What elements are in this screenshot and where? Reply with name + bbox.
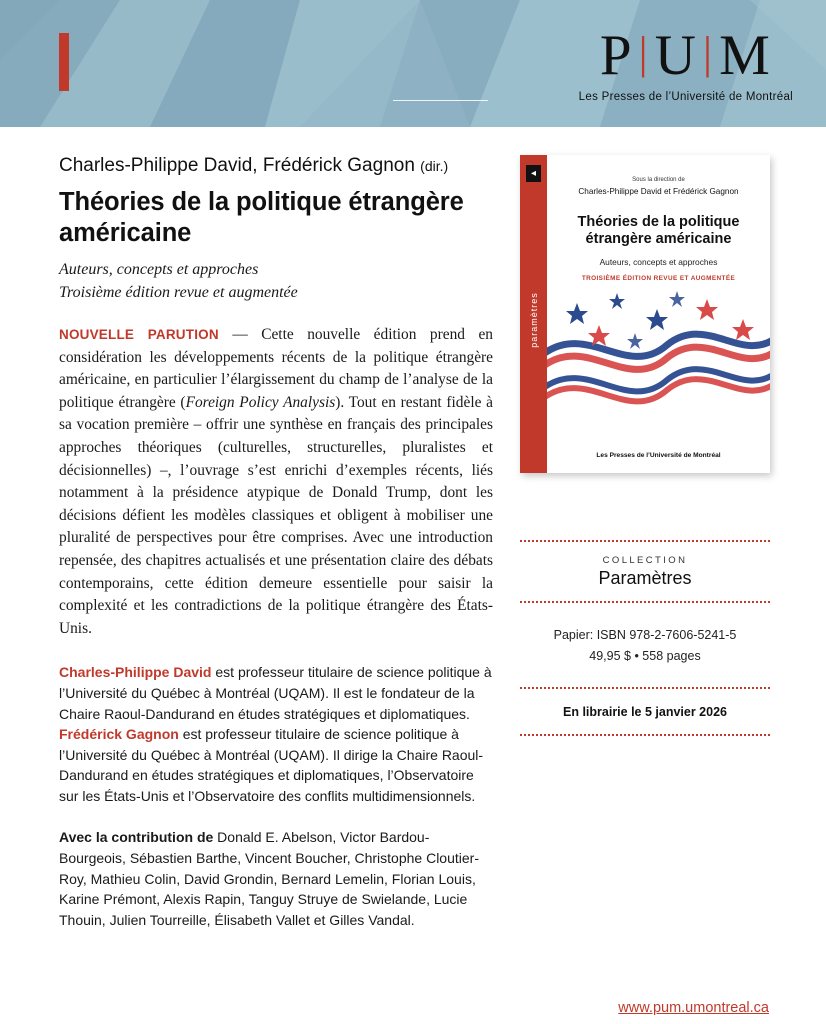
sidebar-column xyxy=(520,155,770,736)
cover-edition-tag: TROISIÈME ÉDITION REVUE ET AUGMENTÉE xyxy=(581,275,736,282)
collection-name: Paramètres xyxy=(598,568,692,588)
blurb-italic-term: Foreign Policy Analysis xyxy=(185,393,336,411)
bio-name-2: Frédérick Gagnon xyxy=(59,726,179,743)
pum-logo xyxy=(578,24,793,103)
logo-letter-m: M xyxy=(719,24,772,87)
book-edition: Troisième édition revue et augmentée xyxy=(59,284,298,301)
book-authors-role: (dir.) xyxy=(420,158,449,174)
cover-publisher: Les Presses de l’Université de Montréal xyxy=(596,452,721,459)
release-date: En librairie le 5 janvier 2026 xyxy=(563,705,727,719)
contributors xyxy=(59,827,493,930)
header-accent-bar xyxy=(59,33,69,91)
bio-text-1: est professeur titulaire de science politique à l’Université du Québec à Montréal (UQAM). Il est le fondateur de la Chaire Raoul-Dandurand en études stratégiques et diplomatiques. xyxy=(59,664,492,722)
book-subtitle: Auteurs, concepts et approches xyxy=(59,261,259,278)
logo-letter-u: U xyxy=(654,24,698,87)
logo-separator-1: | xyxy=(638,27,650,78)
cover-direction-label: Sous la direction de xyxy=(632,177,685,183)
cover-authors: Charles-Philippe David et Frédérick Gagnon xyxy=(578,187,739,196)
logo-letter-p: P xyxy=(599,24,634,87)
cover-artwork xyxy=(547,285,770,425)
blurb-part-1: — Cette nouvelle édition prend en considération les développements récents de la politique étrangère américaine, en particulier l’élargissement du champ de l’analyse de la politique étrangère ( xyxy=(59,326,494,411)
book-cover-image xyxy=(520,155,770,473)
logo-subtitle: Les Presses de l’Université de Montréal xyxy=(578,91,793,103)
flag-icon: ◂ xyxy=(526,165,541,182)
logo-separator-2: | xyxy=(702,27,715,78)
bio-name-1: Charles-Philippe David xyxy=(59,664,212,681)
cover-spine xyxy=(520,155,547,473)
blurb-part-2: ). Tout en restant fidèle à sa vocation première – offrir une synthèse en français des principales approches théoriques (culturelles, structurelles, pluralistes et décisionnelles) –, l’ouvrage s’est enrichi d’exemples récents, liés notamment à la présidence atypique de Donald Trump, dont les décisions défient les modèles classiques et obligent à mobiliser une pluralité de perspectives pour être comprises. Avec une introduction repensée, des chapitres actualisés et une présentation claire des débats contemporains, cette édition demeure essentielle pour saisir la complexité et les contradictions de la politique étrangère des États-Unis. xyxy=(59,393,494,637)
contributors-names: Donald E. Abelson, Victor Bardou-Bourgeois, Sébastien Barthe, Vincent Boucher, Christophe Cloutier-Roy, Mathieu Colin, David Grondin, Bernard Lemelin, Florian Louis, Karine Prémont, Alexis Rapin, Tanguy Struye de Swielande, Lucie Thouin, Julien Tourreille, Élisabeth Vallet et Gilles Vandal. xyxy=(59,829,479,928)
cover-title: Théories de la politique étrangère américaine xyxy=(577,214,740,247)
author-bios xyxy=(59,662,493,806)
price-pages-line: 49,95 $ • 558 pages xyxy=(589,649,701,663)
book-authors xyxy=(59,155,493,177)
book-blurb xyxy=(59,324,493,640)
blurb-kicker: NOUVELLE PARUTION xyxy=(59,327,219,342)
collection-block xyxy=(520,540,770,603)
divider-bottom xyxy=(520,734,770,736)
page-header xyxy=(0,0,826,127)
cover-spine-label: paramètres xyxy=(528,292,539,349)
website-link[interactable]: www.pum.umontreal.ca xyxy=(618,1000,769,1016)
cover-subtitle: Auteurs, concepts et approches xyxy=(599,257,718,267)
cover-artwork-svg xyxy=(547,285,770,425)
header-rule xyxy=(393,100,488,101)
main-column xyxy=(59,155,493,930)
contributors-label: Avec la contribution de xyxy=(59,829,214,846)
divider-top xyxy=(520,540,770,542)
book-authors-names: Charles-Philippe David, Frédérick Gagnon xyxy=(59,155,415,176)
page-footer xyxy=(0,984,826,1024)
isbn-line: Papier: ISBN 978-2-7606-5241-5 xyxy=(553,628,737,642)
book-cover xyxy=(520,155,770,473)
edition-details xyxy=(520,603,770,687)
bio-text-2: est professeur titulaire de science politique à l’Université du Québec à Montréal (UQAM). Il dirige la Chaire Raoul-Dandurand en études stratégiques et diplomatiques, l’Observatoire sur les États-Unis et l’Observatoire des conflits multidimensionnels. xyxy=(59,726,484,804)
book-title: Théories de la politique étrangère américaine xyxy=(59,188,464,247)
collection-label: COLLECTION xyxy=(602,555,688,566)
